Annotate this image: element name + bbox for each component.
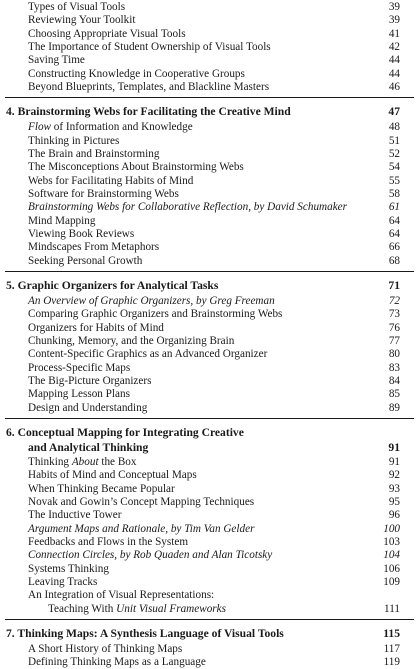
- entry-page-number: 44: [388, 54, 400, 67]
- entry-title: The Inductive Tower: [28, 509, 122, 522]
- entry-title: 6. Conceptual Mapping for Integrating Creative: [6, 426, 244, 440]
- toc-entry: [0, 174, 417, 188]
- entry-title: Design and Understanding: [28, 401, 148, 414]
- entry-title: The Misconceptions About Brainstorming Webs: [28, 161, 244, 174]
- entry-page-number: 84: [388, 375, 400, 388]
- toc-entry: [0, 40, 417, 54]
- toc-entry: [0, 120, 417, 134]
- toc-entry: [0, 548, 417, 562]
- toc-entry: [0, 347, 417, 361]
- entry-page-number: 47: [388, 105, 400, 119]
- entry-page-number: 42: [388, 41, 400, 54]
- entry-page-number: 93: [388, 482, 400, 495]
- section-divider: [5, 418, 414, 419]
- entry-title: Software for Brainstorming Webs: [28, 188, 179, 201]
- toc-entry: [0, 535, 417, 549]
- toc-entry: [0, 240, 417, 254]
- chapter-heading: [0, 627, 417, 641]
- entry-title: Webs for Facilitating Habits of Mind: [28, 174, 194, 187]
- entry-page-number: 91: [388, 440, 400, 454]
- toc-entry: [0, 321, 417, 335]
- entry-page-number: 76: [388, 321, 400, 334]
- entry-page-number: 72: [388, 295, 400, 307]
- entry-page-number: 100: [383, 522, 400, 535]
- entry-title: Thinking in Pictures: [28, 134, 120, 147]
- toc-entry: [0, 655, 417, 669]
- entry-page-number: 48: [388, 121, 400, 134]
- toc-entry: [0, 468, 417, 482]
- entry-title: The Brain and Brainstorming: [28, 148, 160, 160]
- entry-page-number: 41: [388, 27, 400, 40]
- toc-entry: [0, 482, 417, 496]
- entry-page-number: 80: [388, 348, 400, 361]
- toc-entry: [0, 227, 417, 241]
- toc-entry: [0, 495, 417, 509]
- toc-entry: [0, 147, 417, 161]
- entry-title: Flow of Information and Knowledge: [28, 121, 193, 134]
- chapter-heading: [0, 105, 417, 119]
- entry-page-number: 83: [388, 361, 400, 374]
- entry-page-number: 55: [388, 174, 400, 187]
- toc-entry: [0, 374, 417, 388]
- section-divider: [5, 97, 414, 98]
- toc-entry: [0, 562, 417, 576]
- toc-entry: [0, 13, 417, 27]
- toc-entry: [0, 200, 417, 214]
- toc-entry: [0, 53, 417, 67]
- entry-title: Chunking, Memory, and the Organizing Brain: [28, 335, 235, 348]
- entry-title: Choosing Appropriate Visual Tools: [28, 27, 186, 40]
- toc-entry: [0, 134, 417, 148]
- entry-page-number: 39: [388, 1, 400, 13]
- entry-page-number: 117: [383, 642, 400, 655]
- entry-title: A Short History of Thinking Maps: [28, 642, 183, 655]
- toc-entry: [0, 294, 417, 308]
- entry-page-number: 61: [388, 201, 400, 214]
- entry-page-number: 95: [388, 495, 400, 508]
- entry-page-number: 68: [388, 254, 400, 267]
- entry-title: Constructing Knowledge in Cooperative Groups: [28, 67, 245, 80]
- entry-page-number: 64: [388, 214, 400, 227]
- toc-entry: [0, 80, 417, 94]
- entry-title: Saving Time: [28, 54, 85, 67]
- toc-entry: [0, 334, 417, 348]
- entry-title: Beyond Blueprints, Templates, and Blackline Masters: [28, 81, 270, 94]
- entry-page-number: 51: [388, 134, 400, 147]
- entry-page-number: 66: [388, 241, 400, 254]
- toc-entry: [0, 455, 417, 469]
- entry-page-number: 77: [388, 335, 400, 348]
- entry-title: Mind Mapping: [28, 214, 96, 227]
- entry-page-number: 111: [384, 602, 400, 615]
- entry-title: Mindscapes From Metaphors: [28, 241, 160, 254]
- entry-page-number: 109: [383, 576, 400, 588]
- entry-title: 4. Brainstorming Webs for Facilitating the Creative Mind: [6, 105, 291, 119]
- toc-entry: [0, 307, 417, 321]
- entry-title: The Big-Picture Organizers: [28, 375, 152, 388]
- entry-title: 5. Graphic Organizers for Analytical Tasks: [6, 279, 219, 293]
- entry-title: Brainstorming Webs for Collaborative Reflection, by David Schumaker: [28, 201, 348, 214]
- entry-title: Reviewing Your Toolkit: [28, 14, 136, 27]
- entry-page-number: 54: [388, 161, 400, 174]
- toc-entry: [0, 27, 417, 41]
- entry-page-number: 64: [388, 228, 400, 241]
- entry-title: Types of Visual Tools: [28, 1, 126, 13]
- entry-title: Process-Specific Maps: [28, 361, 131, 374]
- toc-entry: [0, 187, 417, 201]
- entry-page-number: 44: [388, 67, 400, 80]
- entry-page-number: 58: [388, 188, 400, 201]
- entry-title: Novak and Gowin’s Concept Mapping Techniques: [28, 495, 255, 508]
- entry-title: Comparing Graphic Organizers and Brainstorming Webs: [28, 308, 283, 321]
- entry-title: Defining Thinking Maps as a Language: [28, 656, 206, 669]
- entry-title: and Analytical Thinking: [28, 440, 149, 454]
- entry-title: Content-Specific Graphics as an Advanced Organizer: [28, 348, 268, 361]
- entry-page-number: 115: [383, 627, 400, 641]
- toc-entry: [0, 522, 417, 536]
- entry-title: Leaving Tracks: [28, 576, 98, 588]
- entry-title: Organizers for Habits of Mind: [28, 321, 164, 334]
- chapter-heading: [0, 279, 417, 293]
- entry-title: Habits of Mind and Conceptual Maps: [28, 469, 197, 482]
- entry-page-number: 85: [388, 388, 400, 401]
- entry-title: When Thinking Became Popular: [28, 482, 175, 495]
- entry-page-number: 91: [388, 455, 400, 468]
- entry-title: An Integration of Visual Representations:: [28, 589, 215, 602]
- toc-entry: [0, 160, 417, 174]
- entry-page-number: 106: [383, 562, 400, 575]
- toc-entry: [0, 387, 417, 401]
- toc-entry: [0, 575, 417, 589]
- toc-entry: [0, 508, 417, 522]
- entry-page-number: 73: [388, 308, 400, 321]
- entry-title: The Importance of Student Ownership of Visual Tools: [28, 41, 271, 54]
- toc-entry: [0, 401, 417, 415]
- toc-entry: [0, 588, 417, 602]
- entry-title: An Overview of Graphic Organizers, by Greg Freeman: [28, 295, 275, 307]
- entry-title: Feedbacks and Flows in the System: [28, 535, 189, 548]
- entry-page-number: 71: [388, 279, 400, 293]
- entry-title: Mapping Lesson Plans: [28, 388, 130, 401]
- entry-title: Connection Circles, by Rob Quaden and Alan Ticotsky: [28, 549, 273, 562]
- entry-title: Thinking About the Box: [28, 455, 137, 468]
- entry-title: Teaching With Unit Visual Frameworks: [48, 602, 226, 615]
- entry-title: Systems Thinking: [28, 562, 109, 575]
- toc-entry: [0, 602, 417, 616]
- section-divider: [5, 619, 414, 620]
- entry-page-number: 119: [383, 656, 400, 669]
- toc-entry: [0, 214, 417, 228]
- entry-page-number: 89: [388, 401, 400, 414]
- toc-entry: [0, 0, 417, 14]
- entry-page-number: 39: [388, 14, 400, 27]
- entry-title: 7. Thinking Maps: A Synthesis Language of Visual Tools: [6, 627, 284, 641]
- section-divider: [5, 271, 414, 272]
- entry-title: Seeking Personal Growth: [28, 254, 143, 267]
- entry-page-number: 46: [388, 81, 400, 94]
- toc-entry: [0, 642, 417, 656]
- entry-page-number: 96: [388, 509, 400, 522]
- entry-title: Viewing Book Reviews: [28, 228, 135, 241]
- entry-page-number: 92: [388, 469, 400, 482]
- entry-title: Argument Maps and Rationale, by Tim Van Gelder: [28, 522, 255, 535]
- entry-page-number: 52: [388, 148, 400, 160]
- entry-page-number: 103: [383, 535, 400, 548]
- toc-entry: [0, 361, 417, 375]
- chapter-heading: [0, 426, 417, 440]
- toc-entry: [0, 67, 417, 81]
- chapter-heading: [0, 441, 417, 455]
- entry-page-number: 104: [383, 549, 400, 562]
- toc-entry: [0, 254, 417, 268]
